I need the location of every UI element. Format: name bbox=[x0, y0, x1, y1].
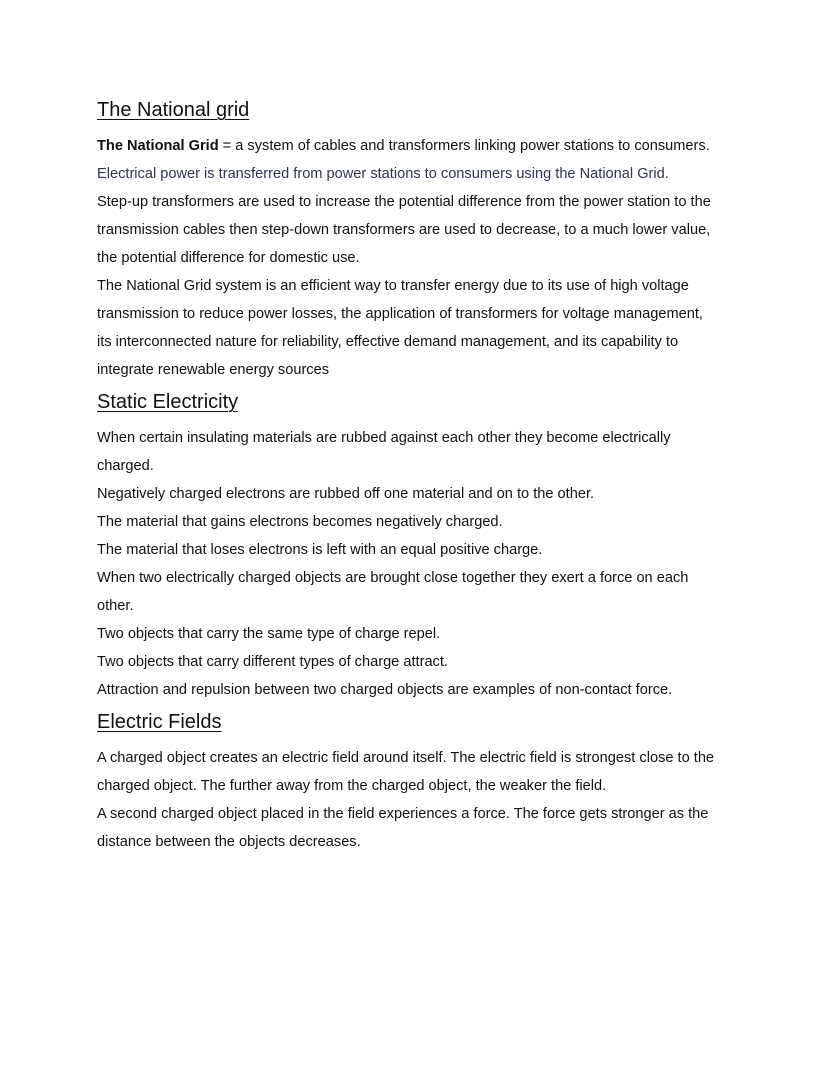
definition-line bbox=[97, 132, 777, 160]
text-line: A second charged object placed in the field experiences a force. The force gets stronger as the bbox=[97, 806, 709, 822]
text-line: The material that gains electrons becomes negatively charged. bbox=[97, 514, 503, 530]
text-line: Step-up transformers are used to increase the potential difference from the power station to the bbox=[97, 194, 711, 210]
text-line: other. bbox=[97, 598, 134, 614]
text-line: distance between the objects decreases. bbox=[97, 834, 361, 850]
text-line: When two electrically charged objects are brought close together they exert a force on each bbox=[97, 570, 689, 586]
section-national-grid bbox=[97, 96, 777, 384]
text-line: its interconnected nature for reliability, effective demand management, and its capability to bbox=[97, 334, 679, 350]
section-electric-fields bbox=[97, 708, 777, 856]
highlight-line: Electrical power is transferred from power stations to consumers using the National Grid. bbox=[97, 166, 669, 182]
text-line: A charged object creates an electric field around itself. The electric field is strongest close to the bbox=[97, 750, 715, 766]
text-line: The National Grid system is an efficient way to transfer energy due to its use of high voltage bbox=[97, 278, 689, 294]
text-line: transmission cables then step-down transformers are used to decrease, to a much lower value, bbox=[97, 222, 711, 238]
text-line: Attraction and repulsion between two charged objects are examples of non-contact force. bbox=[97, 682, 673, 698]
section-heading: The National grid bbox=[97, 99, 250, 121]
text-line: the potential difference for domestic use. bbox=[97, 250, 360, 266]
text-line: transmission to reduce power losses, the application of transformers for voltage management, bbox=[97, 306, 703, 322]
term: The National Grid bbox=[97, 138, 219, 154]
section-heading: Static Electricity bbox=[97, 391, 239, 413]
text-line: Two objects that carry the same type of charge repel. bbox=[97, 626, 441, 642]
section-static-electricity bbox=[97, 388, 777, 704]
text-line: charged object. The further away from the charged object, the weaker the field. bbox=[97, 778, 607, 794]
text-line: Two objects that carry different types of charge attract. bbox=[97, 654, 448, 670]
text-line: charged. bbox=[97, 458, 154, 474]
text-line: The material that loses electrons is left with an equal positive charge. bbox=[97, 542, 543, 558]
text-line: When certain insulating materials are rubbed against each other they become electrically bbox=[97, 430, 671, 446]
text-line: integrate renewable energy sources bbox=[97, 362, 330, 378]
section-heading: Electric Fields bbox=[97, 711, 222, 733]
definition: = a system of cables and transformers linking power stations to consumers. bbox=[218, 138, 710, 154]
document-page bbox=[97, 96, 777, 860]
text-line: Negatively charged electrons are rubbed off one material and on to the other. bbox=[97, 486, 595, 502]
